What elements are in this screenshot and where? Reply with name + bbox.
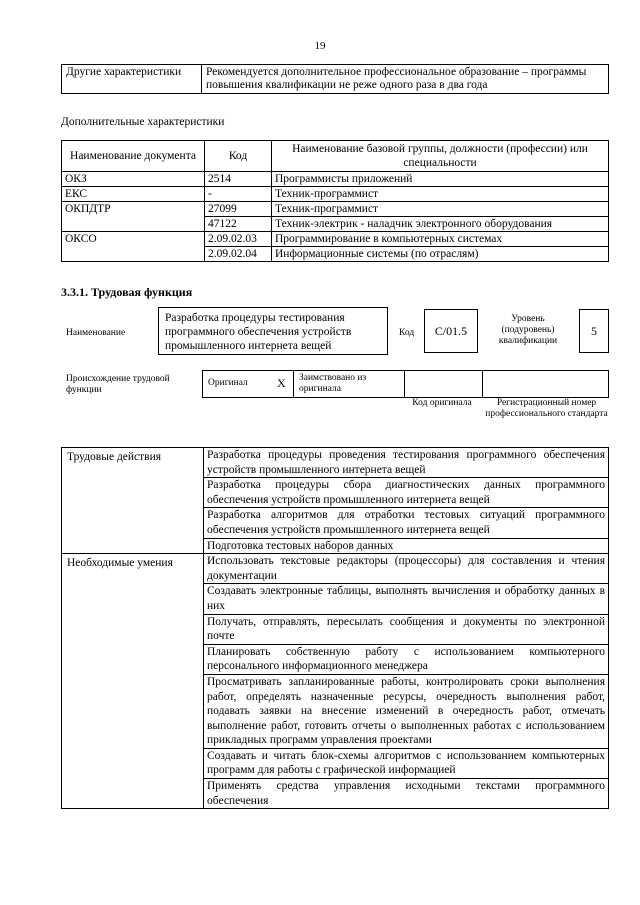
labor-action-item: Разработка процедуры сбора диагностических данных программного обеспечения устройств промышленного интернета вещей — [204, 478, 609, 508]
skill-item: Создавать электронные таблицы, выполнять вычисления и обработку данных в них — [204, 584, 609, 614]
code-original-label: Код оригинала — [412, 398, 472, 408]
reg-number-label: Регистрационный номер профессионального стандарта — [485, 398, 608, 419]
row-title: Техник-программист — [272, 187, 609, 202]
code-label: Код — [399, 328, 415, 338]
row-code: 2.09.02.03 — [205, 232, 272, 247]
row-code: 47122 — [205, 217, 272, 232]
page-number: 19 — [314, 40, 326, 52]
row-title: Программисты приложений — [272, 172, 609, 187]
additional-characteristics-table — [61, 140, 609, 262]
divider — [482, 371, 483, 397]
labor-action-item: Разработка процедуры проведения тестирования программного обеспечения устройств промышленного интернета вещей — [204, 448, 609, 478]
row-title: Техник-программист — [272, 202, 609, 217]
divider — [404, 371, 405, 397]
skills-label: Необходимые умения — [62, 554, 204, 809]
skill-item: Получать, отправлять, пересылать сообщения и документы по электронной почте — [204, 614, 609, 644]
table-row — [62, 172, 609, 187]
table-row — [62, 187, 609, 202]
table-row — [62, 448, 609, 478]
skill-item: Просматривать запланированные работы, контролировать сроки выполнения работ, определять назначенные ресурсы, очередность выполнения работ, подавать заявки на внесение изменений в очередность работ, отмечать выполнение работ, готовить отчеты о выполненных работах с использованием прикладных программ управления проектами — [204, 674, 609, 748]
borrowed-label: Заимствовано из оригинала — [299, 373, 367, 394]
labor-action-item: Разработка алгоритмов для отработки тестовых ситуаций программного обеспечения устройств промышленного интернета вещей — [204, 508, 609, 538]
name-label: Наименование — [66, 328, 126, 338]
labor-actions-label: Трудовые действия — [62, 448, 204, 554]
header-code: Код — [205, 141, 272, 172]
row-document: ОКПДТР — [62, 202, 205, 232]
level-box: 5 — [579, 309, 609, 353]
original-label: Оригинал — [208, 378, 248, 388]
origin-row — [202, 370, 609, 398]
table-row — [62, 202, 609, 217]
original-mark: Х — [277, 376, 286, 390]
function-code-box: С/01.5 — [424, 309, 478, 353]
table-row — [62, 232, 609, 247]
skill-item: Планировать собственную работу с использованием компьютерного персонального информационного менеджера — [204, 644, 609, 674]
other-characteristics-table — [61, 64, 609, 94]
other-characteristics-value: Рекомендуется дополнительное профессиональное образование – программы повышения квалификации не реже одного раза в два года — [202, 65, 609, 94]
skill-item: Использовать текстовые редакторы (процессоры) для составления и чтения документации — [204, 554, 609, 584]
row-title: Информационные системы (по отраслям) — [272, 247, 609, 262]
labor-function-table — [61, 447, 609, 809]
skill-item: Применять средства управления исходными текстами программного обеспечения — [204, 779, 609, 809]
section-heading: 3.3.1. Трудовая функция — [61, 285, 193, 299]
level-label: Уровень (подуровень) квалификации — [498, 314, 558, 346]
origin-label: Происхождение трудовой функции — [66, 374, 170, 395]
divider — [293, 371, 294, 397]
row-code: 2.09.02.04 — [205, 247, 272, 262]
labor-action-item: Подготовка тестовых наборов данных — [204, 538, 609, 554]
row-code: - — [205, 187, 272, 202]
row-document: ЕКС — [62, 187, 205, 202]
skill-item: Создавать и читать блок-схемы алгоритмов с использованием компьютерных программ для работы с графической информацией — [204, 748, 609, 778]
row-document: ОКСО — [62, 232, 205, 262]
other-characteristics-label: Другие характеристики — [62, 65, 202, 94]
row-code: 27099 — [205, 202, 272, 217]
row-title: Программирование в компьютерных системах — [272, 232, 609, 247]
row-title: Техник-электрик - наладчик электронного оборудования — [272, 217, 609, 232]
row-document: ОКЗ — [62, 172, 205, 187]
additional-characteristics-caption: Дополнительные характеристики — [61, 116, 225, 128]
header-title: Наименование базовой группы, должности (профессии) или специальности — [272, 141, 609, 172]
row-code: 2514 — [205, 172, 272, 187]
header-document-name: Наименование документа — [62, 141, 205, 172]
function-name-box: Разработка процедуры тестирования программного обеспечения устройств промышленного интернета вещей — [158, 307, 388, 355]
table-row — [62, 554, 609, 584]
